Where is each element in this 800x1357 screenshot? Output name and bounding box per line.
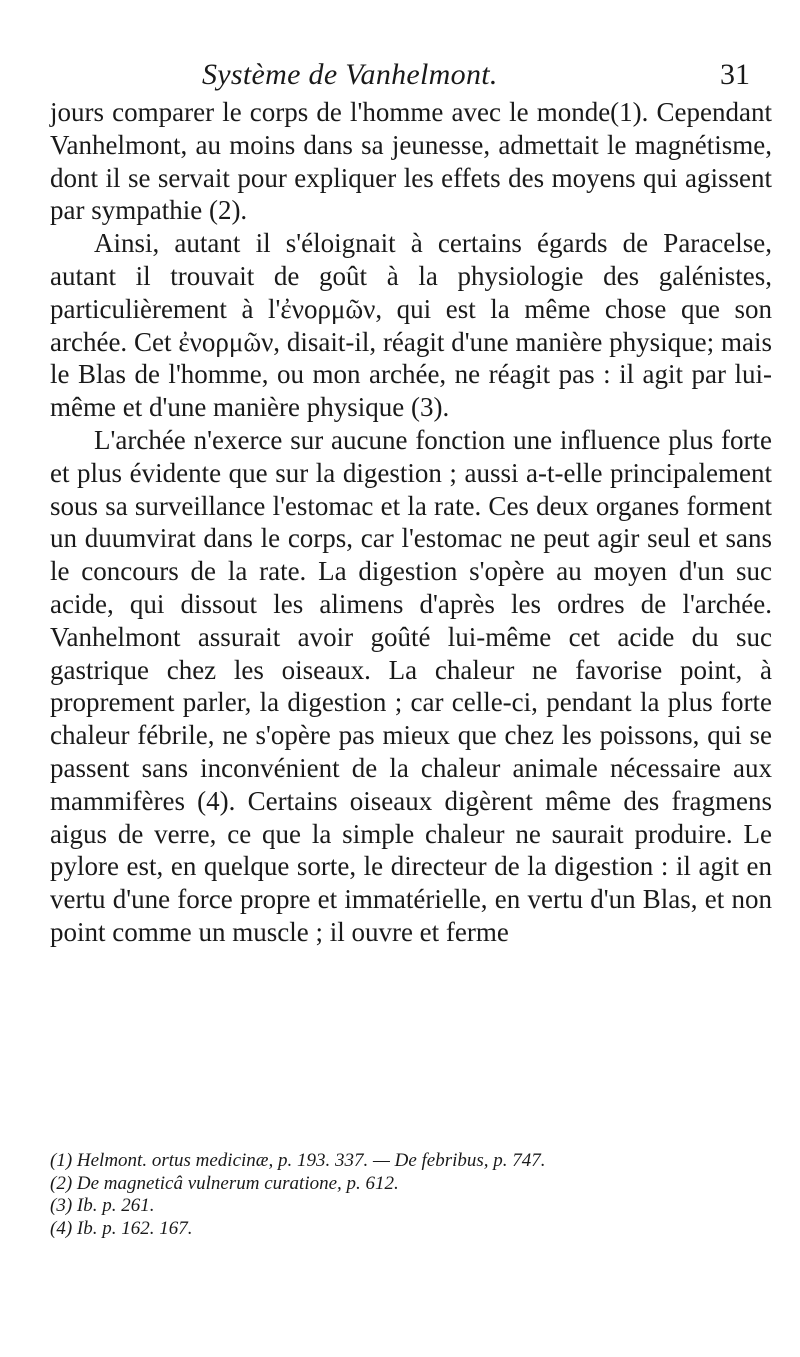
- footnotes: [50, 1150, 772, 1240]
- footnote: (4) Ib. p. 162. 167.: [50, 1217, 193, 1239]
- footnote: (3) Ib. p. 261.: [50, 1195, 155, 1216]
- body-text: [50, 96, 772, 949]
- page-number: 31: [720, 58, 750, 91]
- paragraph: Ainsi, autant il s'éloignait à certains égards de Paracelse, autant il trouvait de goût à la physiologie des galénistes, particulièrement à l'ἐνορμῶν, qui est la même chose que son archée. Cet ἐνορμῶν, disait-il, réagit d'une manière physique; mais le Blas de l'homme, ou mon archée, ne réagit pas : il agit par lui-même et d'une manière physique (3).: [50, 228, 772, 423]
- page-header: [0, 58, 800, 98]
- paragraph: L'archée n'exerce sur aucune fonction une influence plus forte et plus évidente que sur la digestion ; aussi a-t-elle principalement sous sa surveillance l'estomac et la rate. Ces deux organes forment un duumvirat dans le corps, car l'estomac ne peut agir seul et sans le concours de la rate. La digestion s'opère au moyen d'un suc acide, qui dissout les alimens d'après les ordres de l'archée. Vanhelmont assurait avoir goûté lui-même cet acide du suc gastrique chez les oiseaux. La chaleur ne favorise point, à proprement parler, la digestion ; car celle-ci, pendant la plus forte chaleur fébrile, ne s'opère pas mieux que chez les poissons, qui se passent sans inconvénient de la chaleur animale nécessaire aux mammifères (4). Certains oiseaux digèrent même des fragmens aigus de verre, ce que la simple chaleur ne saurait produire. Le pylore est, en quelque sorte, le directeur de la digestion : il agit en vertu d'une force propre et immatérielle, en vertu d'un Blas, et non point comme un muscle ; il ouvre et ferme: [50, 424, 772, 947]
- running-title: Système de Vanhelmont.: [202, 58, 498, 91]
- footnote: (1) Helmont. ortus medicinæ, p. 193. 337. — De febribus, p. 747.: [50, 1150, 546, 1171]
- footnote: (2) De magneticâ vulnerum curatione, p. 612.: [50, 1172, 399, 1194]
- paragraph: jours comparer le corps de l'homme avec le monde(1). Cependant Vanhelmont, au moins dans sa jeunesse, admettait le magnétisme, dont il se servait pour expliquer les effets des moyens qui agissent par sympathie (2).: [50, 97, 772, 226]
